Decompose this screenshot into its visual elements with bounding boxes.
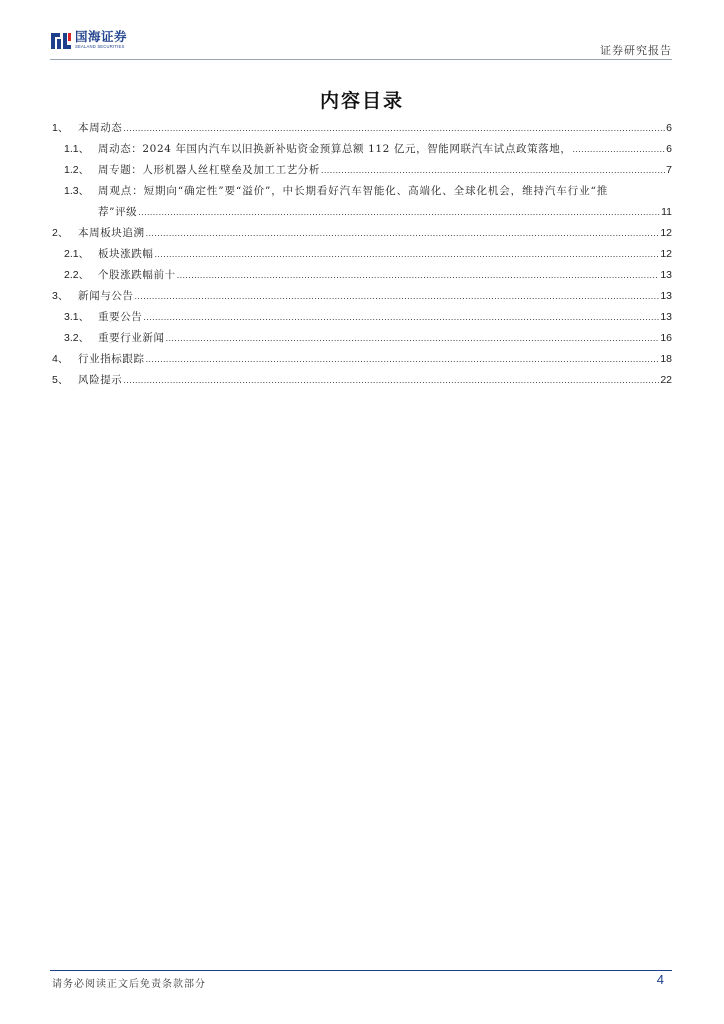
toc-entry[interactable]: [52, 139, 672, 160]
report-type-label: 证券研究报告: [600, 44, 672, 57]
toc-leader-dots: [123, 370, 659, 391]
toc-entry[interactable]: [52, 349, 672, 370]
toc-entry-text: 周观点：短期向“确定性”要“溢价”，中长期看好汽车智能化、高端化、全球化机会，维持汽车行业“推: [98, 185, 609, 197]
toc-leader-dots: [321, 160, 665, 181]
toc-leader-dots: [572, 139, 665, 160]
toc-title: 内容目录: [319, 90, 404, 112]
toc-entry-wrapped[interactable]: [52, 181, 672, 202]
logo-english-name: SEALAND SECURITIES: [75, 44, 125, 49]
toc-entry-number: 2.1、: [64, 248, 90, 260]
toc-entry[interactable]: [52, 160, 672, 181]
toc-entry-page: 12: [660, 227, 672, 239]
toc-entry-number: 1.1、: [64, 143, 90, 155]
toc-entry-number: 2、: [52, 227, 69, 239]
footer-disclaimer: 请务必阅读正文后免责条款部分: [52, 979, 206, 990]
company-logo: [50, 30, 127, 52]
toc-entry-page: 13: [660, 269, 672, 281]
toc-entry-text: 风险提示: [78, 374, 123, 386]
logo-mark-icon: [50, 30, 72, 52]
toc-entry-text: 行业指标跟踪: [78, 353, 145, 365]
toc-entry[interactable]: [52, 118, 672, 139]
toc-leader-dots: [166, 328, 660, 349]
toc-entry-text: 重要行业新闻: [98, 332, 165, 344]
toc-entry-page: 13: [660, 311, 672, 323]
toc-entry-text: 个股涨跌幅前十: [98, 269, 176, 281]
toc-leader-dots: [146, 223, 660, 244]
footer-divider: [50, 970, 672, 971]
toc-leader-dots: [177, 265, 660, 286]
toc-entry-page: 6: [666, 143, 672, 155]
toc-leader-dots: [135, 286, 660, 307]
toc-entry-text: 本周板块追溯: [78, 227, 145, 239]
toc-entry-page: 22: [660, 374, 672, 386]
toc-entry-page: 6: [666, 122, 672, 134]
toc-entry-number: 2.2、: [64, 269, 90, 281]
toc-entry[interactable]: [52, 370, 672, 391]
toc-leader-dots: [143, 307, 659, 328]
toc-entry[interactable]: [52, 307, 672, 328]
toc-entry[interactable]: [52, 286, 672, 307]
toc-entry-text: 新闻与公告: [78, 290, 134, 302]
toc-entry[interactable]: [52, 265, 672, 286]
toc-entry-page: 7: [666, 164, 672, 176]
toc-leader-dots: [155, 244, 660, 265]
toc-entry-number: 1.3、: [64, 185, 90, 197]
toc-entry-number: 3、: [52, 290, 69, 302]
toc-entry-number: 1、: [52, 122, 69, 134]
toc-entry[interactable]: [52, 244, 672, 265]
toc-entry-number: 5、: [52, 374, 69, 386]
toc-leader-dots: [123, 118, 665, 139]
toc-entry-page: 11: [661, 206, 672, 218]
toc-entry[interactable]: [52, 328, 672, 349]
toc-entry-text-continued: 荐”评级: [98, 206, 138, 218]
logo-chinese-name: 国海证券: [75, 29, 128, 44]
toc-entry-text: 本周动态: [78, 122, 123, 134]
toc-entry-page: 13: [660, 290, 672, 302]
toc-entry-page: 16: [660, 332, 672, 344]
toc-entry-number: 3.1、: [64, 311, 90, 323]
toc-entry-text: 重要公告: [98, 311, 143, 323]
page-number: 4: [656, 972, 664, 987]
toc-entry-page: 18: [660, 353, 672, 365]
toc-entry-text: 周专题：人形机器人丝杠壁垒及加工工艺分析: [98, 164, 320, 176]
table-of-contents: [52, 118, 672, 391]
page-header: [50, 30, 672, 60]
toc-entry[interactable]: [52, 223, 672, 244]
toc-entry-continuation[interactable]: [52, 202, 672, 223]
toc-entry-page: 12: [660, 248, 672, 260]
toc-entry-text: 板块涨跌幅: [98, 248, 154, 260]
toc-entry-number: 3.2、: [64, 332, 90, 344]
toc-entry-number: 1.2、: [64, 164, 90, 176]
toc-leader-dots: [138, 202, 660, 223]
toc-entry-text: 周动态：2024 年国内汽车以旧换新补贴资金预算总额 112 亿元，智能网联汽车试点政策落地，: [98, 143, 572, 155]
toc-entry-number: 4、: [52, 353, 69, 365]
toc-leader-dots: [146, 349, 660, 370]
header-divider: [50, 59, 672, 60]
